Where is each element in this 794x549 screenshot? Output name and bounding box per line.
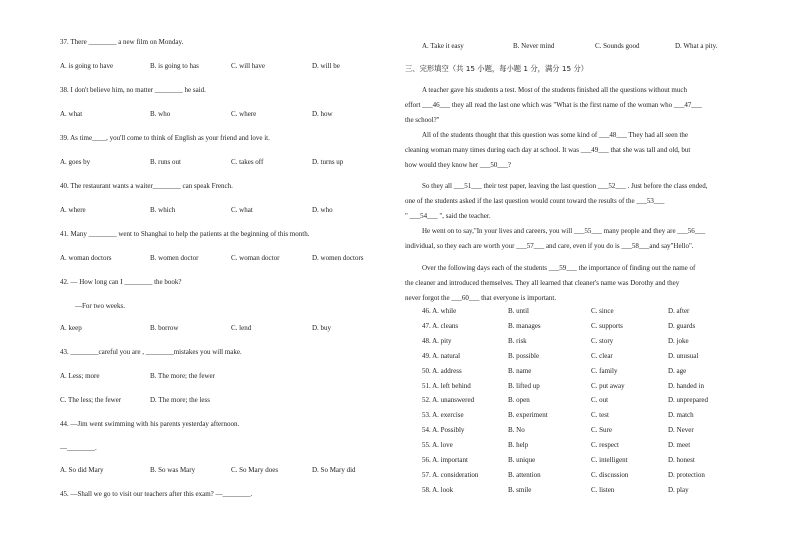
cloze-option: C. story (591, 336, 614, 345)
cloze-option: C. out (591, 396, 609, 405)
option-text: D. So Mary did (312, 466, 356, 474)
option-text: C. woman doctor (231, 254, 280, 262)
option-text: C. what (231, 206, 253, 214)
option-text: B. So was Mary (150, 466, 196, 474)
cloze-option: B. attention (508, 470, 541, 479)
cloze-option: D. guards (668, 321, 696, 330)
cloze-option: D. after (668, 307, 690, 315)
cloze-option: D. age (668, 366, 687, 375)
cloze-option: 50. A. address (422, 366, 462, 375)
option-text: A. goes by (60, 158, 91, 166)
option-text: B. borrow (150, 324, 179, 332)
passage-line: effort ___46___ they all read the last one which was "What is the first name of the woman who ___47___ (405, 101, 702, 109)
passage-line: So they all ___51___ their test paper, leaving the last question ___52___ . Just before the class ended, (422, 182, 708, 190)
passage-line: " ___54___ ", said the teacher. (405, 212, 491, 220)
option-text: C. will have (231, 62, 266, 70)
cloze-option: B. manages (508, 321, 541, 330)
passage-line: He went on to say,"In your lives and careers, you will ___55___ many people and they are ___56___ (422, 227, 706, 235)
passage-line: one of the students asked if the last question would count toward the results of the ___53___ (405, 197, 665, 205)
section-title: 三、完形填空（共 15 小题，每小题 1 分，满分 15 分） (405, 64, 589, 73)
passage-line: A teacher gave his students a test. Most of the students finished all the questions without much (422, 86, 687, 94)
question-text: 41. Many ________ went to Shanghai to help the patients at the beginning of this month. (60, 230, 310, 238)
cloze-option: D. honest (668, 456, 695, 464)
cloze-option: C. put away (591, 381, 625, 390)
option-text: A. keep (60, 324, 82, 332)
cloze-option: B. smile (508, 485, 532, 494)
cloze-option: B. help (508, 441, 529, 450)
cloze-option: D. play (668, 485, 689, 494)
question-text: 37. There ________ a new film on Monday. (60, 38, 184, 46)
question-text: —For two weeks. (75, 302, 125, 310)
cloze-option: B. lifted up (508, 381, 540, 390)
cloze-option: C. Sure (591, 426, 612, 435)
option-text: D. will be (312, 62, 340, 70)
cloze-option: 56. A. important (422, 456, 468, 464)
option-text: D. turns up (312, 158, 344, 166)
passage-line: All of the students thought that this question was some kind of ___48___ They had all seen the (422, 131, 689, 139)
cloze-option: 57. A. consideration (422, 470, 479, 479)
cloze-option: B. unique (508, 456, 536, 464)
option-text: A. where (60, 206, 86, 214)
option-text: B. Never mind (513, 42, 555, 50)
cloze-option: 51. A. left behind (422, 381, 471, 390)
cloze-option: B. until (508, 307, 530, 315)
cloze-option: D. match (668, 411, 694, 420)
option-text: D. who (312, 206, 333, 214)
question-text: 44. —Jim went swimming with his parents yesterday afternoon. (60, 420, 240, 428)
option-text: C. The less; the fewer (60, 396, 122, 404)
option-text: B. runs out (150, 158, 181, 166)
cloze-option: D. joke (668, 336, 689, 345)
cloze-option: 46. A. while (422, 307, 457, 315)
option-text: C. Sounds good (595, 42, 640, 50)
option-text: A. woman doctors (60, 254, 112, 262)
option-text: A. Take it easy (422, 42, 464, 50)
cloze-option: C. listen (591, 485, 615, 494)
option-text: D. The more; the less (150, 396, 210, 404)
cloze-option: C. respect (591, 441, 619, 450)
cloze-option: C. intelligent (591, 456, 628, 464)
question-text: 38. I don't believe him, no matter ________ he said. (60, 86, 206, 94)
option-text: C. where (231, 110, 257, 118)
option-text: C. So Mary does (231, 466, 279, 474)
passage-line: the school?" (405, 116, 440, 124)
question-text: 40. The restaurant wants a waiter________ can speak French. (60, 182, 233, 190)
option-text: A. So did Mary (60, 466, 104, 474)
question-text: 43. ________careful you are , ________mistakes you will make. (60, 348, 242, 356)
cloze-option: D. protection (668, 470, 705, 479)
cloze-option: B. name (508, 366, 532, 375)
cloze-option: C. family (591, 366, 618, 375)
option-text: A. is going to have (60, 62, 114, 70)
option-text: B. The more; the fewer (150, 372, 215, 380)
cloze-option: C. clear (591, 351, 613, 360)
cloze-option: D. unusual (668, 351, 699, 360)
cloze-option: B. possible (508, 351, 540, 360)
option-text: C. lend (231, 324, 252, 332)
option-text: D. women doctors (312, 254, 364, 262)
option-text: A. what (60, 110, 83, 118)
cloze-option: B. No (508, 426, 525, 435)
question-text: 39. As time____, you'll come to think of English as your friend and love it. (60, 134, 270, 142)
passage-line: individual, so they each are worth your ___57___ and care, even if you do is ___58___and say"Hello". (405, 242, 694, 250)
cloze-option: C. discussion (591, 470, 629, 479)
option-text: B. women doctor (150, 254, 199, 262)
passage-line: how would they know her ___50___? (405, 161, 511, 169)
question-text: 42. — How long can I ________ the book? (60, 278, 182, 286)
option-text: A. Less; more (60, 372, 100, 380)
cloze-option: B. open (508, 396, 530, 405)
cloze-option: D. handed in (668, 381, 704, 390)
cloze-option: D. unprepared (668, 396, 709, 405)
cloze-option: 52. A. unanswered (422, 396, 475, 405)
cloze-option: 47. A. cleans (422, 321, 459, 330)
question-text: 45. —Shall we go to visit our teachers after this exam? —________. (60, 490, 253, 498)
cloze-option: D. Never (668, 426, 694, 435)
cloze-option: 49. A. natural (422, 351, 461, 360)
option-text: D. What a pity. (675, 42, 718, 50)
cloze-option: B. risk (508, 336, 527, 345)
cloze-option: C. since (591, 307, 614, 315)
passage-line: Over the following days each of the students ___59___ the importance of finding out the name of (422, 264, 696, 272)
cloze-option: 54. A. Possibly (422, 426, 465, 435)
passage-line: cleaning woman many times during each day at school. It was ___49___ that she was tall and old, but (405, 146, 691, 154)
cloze-option: 58. A. look (422, 485, 454, 494)
option-text: B. who (150, 110, 171, 118)
option-text: C. takes off (231, 158, 264, 166)
cloze-option: 53. A. exercise (422, 411, 464, 420)
option-text: D. how (312, 110, 333, 118)
option-text: B. is going to has (150, 62, 199, 70)
option-text: B. which (150, 206, 176, 214)
cloze-option: D. meet (668, 441, 691, 450)
cloze-option: C. supports (591, 321, 623, 330)
cloze-option: C. test (591, 411, 609, 420)
question-text: —________. (60, 444, 97, 452)
passage-line: never forgot the ___60___ that everyone is important. (405, 294, 557, 302)
cloze-option: B. experiment (508, 411, 548, 420)
cloze-option: 55. A. love (422, 441, 453, 450)
cloze-option: 48. A. pity (422, 336, 452, 345)
option-text: D. buy (312, 324, 332, 332)
passage-line: the cleaner and introduced themselves. They all learned that cleaner's name was Dorothy and they (405, 279, 680, 287)
